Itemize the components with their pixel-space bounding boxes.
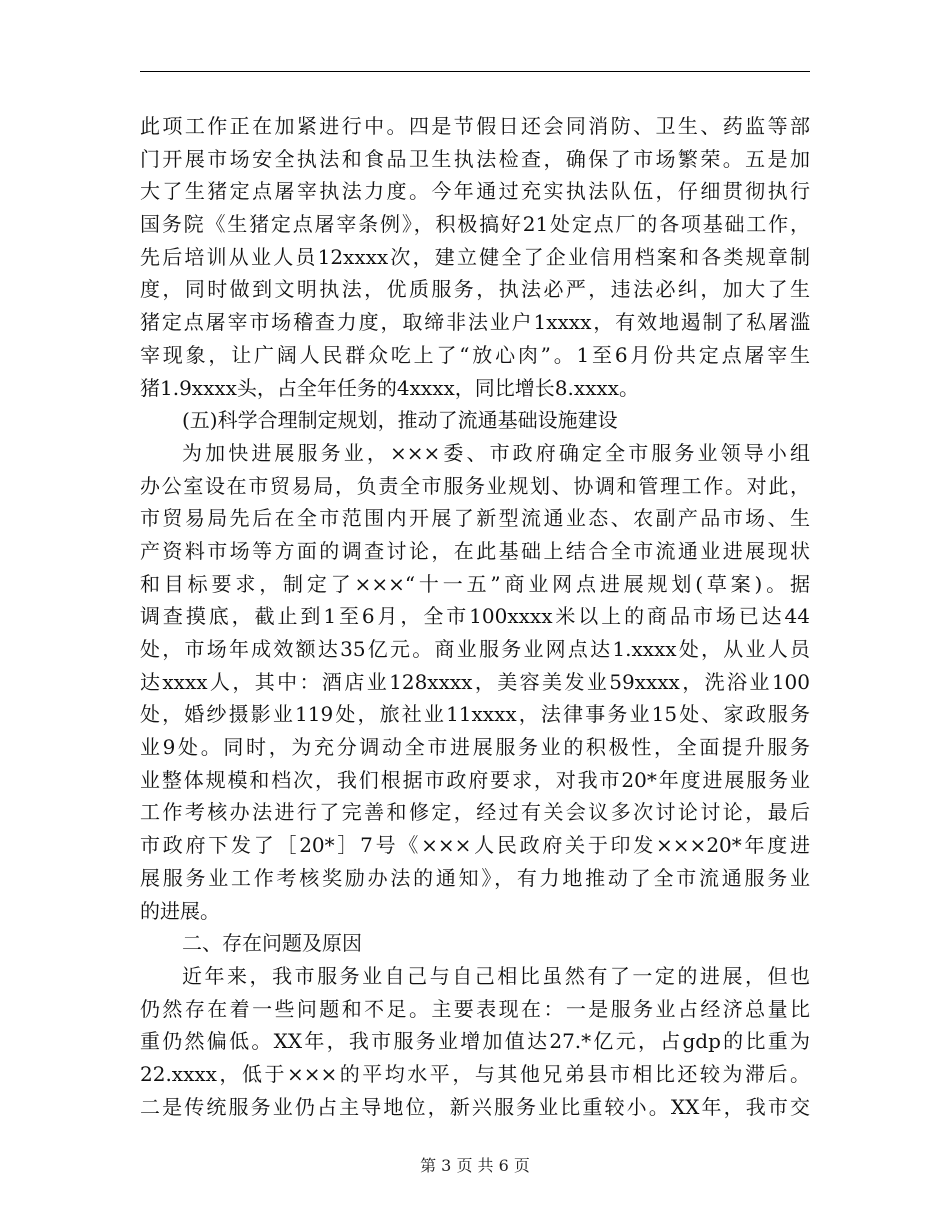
text-line: 调查摸底，截止到1至6月，全市100xxxx米以上的商品市场已达44 [140, 604, 810, 629]
text-line: 重仍然偏低。XX年，我市服务业增加值达27.*亿元，占gdp的比重为 [140, 1029, 810, 1054]
text-line: 度，同时做到文明执法，优质服务，执法必严，违法必纠，加大了生 [140, 277, 810, 302]
text-line: 猪定点屠宰市场稽查力度，取缔非法业户1xxxx，有效地遏制了私屠滥 [140, 310, 810, 335]
text-line: 二是传统服务业仍占主导地位，新兴服务业比重较小。XX年，我市交 [140, 1094, 810, 1119]
text-line: 和目标要求，制定了×××“十一五”商业网点进展规划(草案)。据 [140, 571, 810, 596]
text-line: 市贸易局先后在全市范围内开展了新型流通业态、农副产品市场、生 [140, 506, 810, 531]
text-line: 业9处。同时，为充分调动全市进展服务业的积极性，全面提升服务 [140, 735, 810, 760]
page-footer: 第 3 页 共 6 页 [420, 1156, 530, 1175]
text-line: 先后培训从业人员12xxxx次，建立健全了企业信用档案和各类规章制 [140, 244, 810, 269]
text-line: 宰现象，让广阔人民群众吃上了“放心肉”。1至6月份共定点屠宰生 [140, 342, 810, 367]
text-line: 产资料市场等方面的调查讨论，在此基础上结合全市流通业进展现状 [140, 538, 810, 563]
text-line: 处，市场年成效额达35亿元。商业服务业网点达1.xxxx处，从业人员 [140, 637, 810, 661]
header-rule [140, 71, 810, 72]
text-line: 工作考核办法进行了完善和修定，经过有关会议多次讨论讨论，最后 [140, 800, 810, 825]
text-line: 业整体规模和档次，我们根据市政府要求，对我市20*年度进展服务业 [140, 767, 810, 792]
text-line: 国务院《生猪定点屠宰条例》，积极搞好21处定点厂的各项基础工作， [140, 212, 810, 237]
text-line: 为加快进展服务业，×××委、市政府确定全市服务业领导小组 [182, 440, 810, 465]
text-line: 大了生猪定点屠宰执法力度。今年通过充实执法队伍，仔细贯彻执行 [140, 179, 810, 204]
text-line: 办公室设在市贸易局，负责全市服务业规划、协调和管理工作。对此， [140, 473, 810, 498]
text-line: 市政府下发了［20*］7号《×××人民政府关于印发×××20*年度进 [140, 833, 810, 858]
text-line: 二、存在问题及原因 [182, 931, 362, 956]
text-line: 门开展市场安全执法和食品卫生执法检查，确保了市场繁荣。五是加 [140, 146, 810, 171]
text-line: 猪1.9xxxx头，占全年任务的4xxxx，同比增长8.xxxx。 [140, 375, 639, 400]
text-line: 近年来，我市服务业自己与自己相比虽然有了一定的进展，但也 [182, 963, 810, 988]
text-line: 展服务业工作考核奖励办法的通知》，有力地推动了全市流通服务业 [140, 865, 810, 890]
text-line: 22.xxxx，低于×××的平均水平，与其他兄弟县市相比还较为滞后。 [140, 1061, 810, 1086]
text-line: 仍然存在着一些问题和不足。主要表现在：一是服务业占经济总量比 [140, 996, 810, 1021]
text-line: 的进展。 [140, 898, 220, 923]
text-line: 处，婚纱摄影业119处，旅社业11xxxx，法律事务业15处、家政服务 [140, 702, 810, 727]
body-text [140, 110, 810, 1123]
text-line: 达xxxx人，其中：酒店业128xxxx，美容美发业59xxxx，洗浴业100 [140, 669, 810, 694]
text-line: 此项工作正在加紧进行中。四是节假日还会同消防、卫生、药监等部 [140, 114, 810, 138]
text-line: (五)科学合理制定规划，推动了流通基础设施建设 [182, 408, 618, 433]
